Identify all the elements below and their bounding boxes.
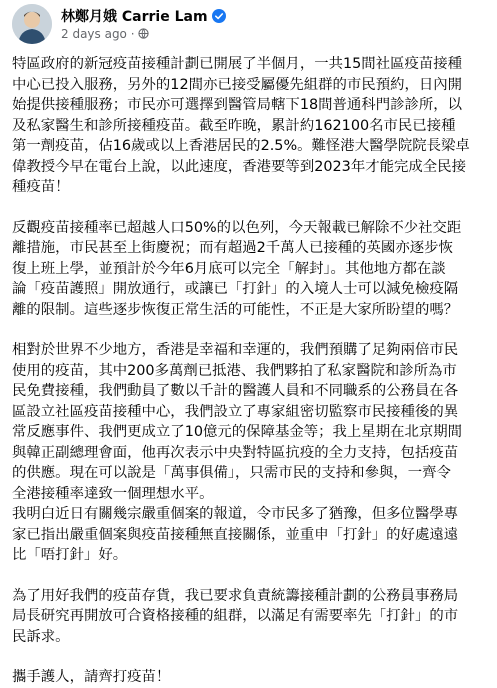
post-text-line: 中心已投入服務，另外的12間亦已接受屬優先組群的市民預約，日內開: [12, 76, 463, 93]
post-text-line: 第一劑疫苗，佔16歲或以上香港居民的2.5%。難怪港大醫學院院長梁卓: [12, 138, 470, 154]
post-text-line: 民訴求。: [12, 628, 70, 645]
globe-icon[interactable]: [138, 27, 149, 41]
post-text-line: 常反應事件、我們更成立了10億元的保障基金等；我上星期在北京期間: [12, 424, 463, 440]
post-meta: 2 days ago ·: [61, 27, 149, 41]
post-paragraph: [12, 667, 490, 688]
post-text-line: 復上班上學，並預計於今年6月底可以完全「解封」。其他地方都在談: [12, 260, 446, 277]
post-paragraph: [12, 54, 490, 198]
author-name[interactable]: [61, 6, 226, 27]
post-text-line: 家已指出嚴重個案與疫苗接種無直接關係，並重申「打針」的好處遠遠: [12, 526, 459, 543]
post-time[interactable]: 2 days ago: [61, 27, 127, 41]
post-text-line: 反觀疫苗接種率已超越人口50%的以色列，今天報載已解除不少社交距: [12, 219, 462, 236]
post-paragraph: [12, 218, 490, 321]
post-text-line: 論「疫苗護照」開放通行，或讓已「打針」的入境人士可以減免檢疫隔: [12, 281, 459, 297]
post-text-line: 離措施，市民甚至上街慶祝；而有超過2千萬人已接種的英國亦逐步恢: [12, 240, 453, 256]
post-header: [12, 4, 492, 46]
verified-badge-icon: [212, 9, 226, 27]
post-text-line: 局長研究再開放可合資格接種的組群，以滿足有需要率先「打針」的市: [12, 608, 459, 624]
post-text-line: 特區政府的新冠疫苗接種計劃已開展了半個月，一共15間社區疫苗接種: [12, 56, 463, 72]
post-text-line: 為了用好我們的疫苗存貨，我已要求負責統籌接種計劃的公務員事務局: [12, 587, 459, 604]
post-text-line: 使用的疫苗，其中200多萬劑已抵港、我們夥拍了私家醫院和診所為市: [12, 362, 457, 379]
post-text-line: 偉教授今早在電台上說，以此速度，香港要等到2023年才能完成全民接: [12, 158, 466, 175]
post-text-line: 區設立社區疫苗接種中心，我們設立了專家組密切監察市民接種後的異: [12, 403, 459, 420]
post-text-line: 攜手護人，請齊打疫苗！: [12, 669, 171, 685]
post-text-line: 我明白近日有關幾宗嚴重個案的報道，令市民多了猶豫，但多位醫學專: [12, 506, 459, 522]
post-text-line: 離的限制。這些逐步恢復正常生活的可能性，不正是大家所盼望的嗎？: [12, 301, 459, 318]
avatar[interactable]: [12, 4, 52, 44]
post-text-line: 及私家醫生和診所接種疫苗。截至昨晚，累計約162100名市民已接種: [12, 117, 456, 134]
post-text-line: 種疫苗！: [12, 179, 70, 195]
post-paragraph: [12, 340, 490, 566]
post-text-line: 相對於世界不少地方，香港是幸福和幸運的，我們預購了足夠兩倍市民: [12, 342, 459, 358]
post-text-line: 與韓正副總理會面，他再次表示中央對特區抗疫的全力支持，包括疫苗: [12, 444, 459, 461]
post-paragraph: [12, 586, 490, 648]
author-name-text[interactable]: 林鄭月娥 Carrie Lam: [61, 9, 208, 25]
post-text-line: 全港接種率達致一個理想水平。: [12, 485, 214, 502]
post-text-line: 的供應。現在可以說是「萬事俱備」，只需市民的支持和參與，一齊令: [12, 465, 451, 481]
post-body: [12, 54, 490, 688]
post-text-line: 民免費接種，我們動員了數以千計的醫護人員和不同職系的公務員在各: [12, 383, 459, 399]
post-text-line: 始提供接種服務；市民亦可選擇到醫管局轄下18間普通科門診診所，以: [12, 97, 463, 113]
post-text-line: 比「唔打針」好。: [12, 547, 128, 563]
